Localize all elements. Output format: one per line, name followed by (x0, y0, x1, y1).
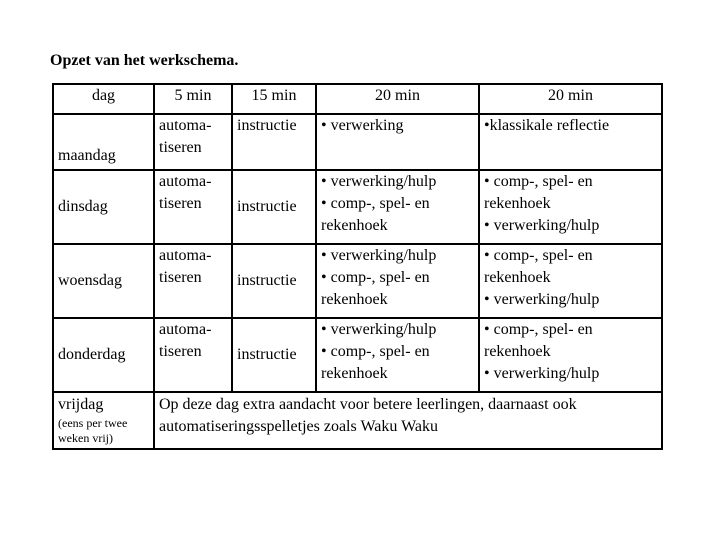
cell-line: automatiseringsspelletjes zoals Waku Waku (159, 418, 438, 435)
cell-line: • verwerking (321, 117, 404, 134)
cell-line: • comp-, spel- en (484, 321, 593, 338)
cell-line: tiseren (159, 139, 202, 156)
cell-line: • verwerking/hulp (321, 321, 437, 338)
cell-line: • verwerking/hulp (321, 247, 437, 264)
cell-20min-b (479, 318, 662, 392)
cell-line: • verwerking/hulp (321, 173, 437, 190)
table-row (53, 114, 662, 170)
cell-20min-a (316, 244, 479, 318)
schedule-table (52, 83, 663, 450)
header-20min-b: 20 min (479, 84, 662, 114)
cell-line: automa- (159, 117, 212, 134)
cell-15min: instructie (232, 170, 316, 244)
cell-line: • verwerking/hulp (484, 217, 600, 234)
cell-line: • comp-, spel- en (484, 247, 593, 264)
cell-line: automa- (159, 321, 212, 338)
day-cell: donderdag (53, 318, 154, 392)
cell-5min (154, 114, 232, 170)
cell-15min: instructie (232, 244, 316, 318)
cell-line: • verwerking/hulp (484, 291, 600, 308)
cell-5min (154, 170, 232, 244)
cell-line: tiseren (159, 343, 202, 360)
day-cell: woensdag (53, 244, 154, 318)
cell-line: rekenhoek (321, 365, 388, 382)
cell-line: tiseren (159, 195, 202, 212)
cell-line: rekenhoek (484, 269, 551, 286)
day-cell: maandag (53, 114, 154, 170)
cell-line: • verwerking/hulp (484, 365, 600, 382)
cell-line: rekenhoek (484, 195, 551, 212)
cell-line: • comp-, spel- en (321, 343, 430, 360)
cell-line: • comp-, spel- en (321, 195, 430, 212)
friday-text-cell (154, 392, 662, 449)
friday-note: (eens per twee (58, 416, 128, 430)
cell-line: automa- (159, 247, 212, 264)
header-20min-a: 20 min (316, 84, 479, 114)
friday-day: vrijdag (58, 396, 104, 413)
table-row (53, 244, 662, 318)
document-title: Opzet van het werkschema. (50, 52, 239, 69)
day-cell (53, 392, 154, 449)
cell-20min-b (479, 244, 662, 318)
cell-20min-a (316, 114, 479, 170)
cell-20min-a (316, 170, 479, 244)
cell-20min-b (479, 114, 662, 170)
day-cell: dinsdag (53, 170, 154, 244)
cell-5min (154, 318, 232, 392)
cell-20min-a (316, 318, 479, 392)
cell-line: automa- (159, 173, 212, 190)
cell-5min (154, 244, 232, 318)
cell-line: tiseren (159, 269, 202, 286)
cell-20min-b (479, 170, 662, 244)
cell-line: • comp-, spel- en (321, 269, 430, 286)
header-15min: 15 min (232, 84, 316, 114)
table-row (53, 170, 662, 244)
cell-line: Op deze dag extra aandacht voor betere leerlingen, daarnaast ook (159, 396, 577, 413)
table-row-friday (53, 392, 662, 449)
header-row (53, 84, 662, 114)
friday-note: weken vrij) (58, 431, 113, 445)
cell-15min: instructie (232, 114, 316, 170)
header-day: dag (53, 84, 154, 114)
cell-line: rekenhoek (321, 217, 388, 234)
cell-line: •klassikale reflectie (484, 117, 610, 134)
table-row (53, 318, 662, 392)
cell-line: rekenhoek (321, 291, 388, 308)
cell-line: rekenhoek (484, 343, 551, 360)
cell-15min: instructie (232, 318, 316, 392)
cell-line: • comp-, spel- en (484, 173, 593, 190)
header-5min: 5 min (154, 84, 232, 114)
